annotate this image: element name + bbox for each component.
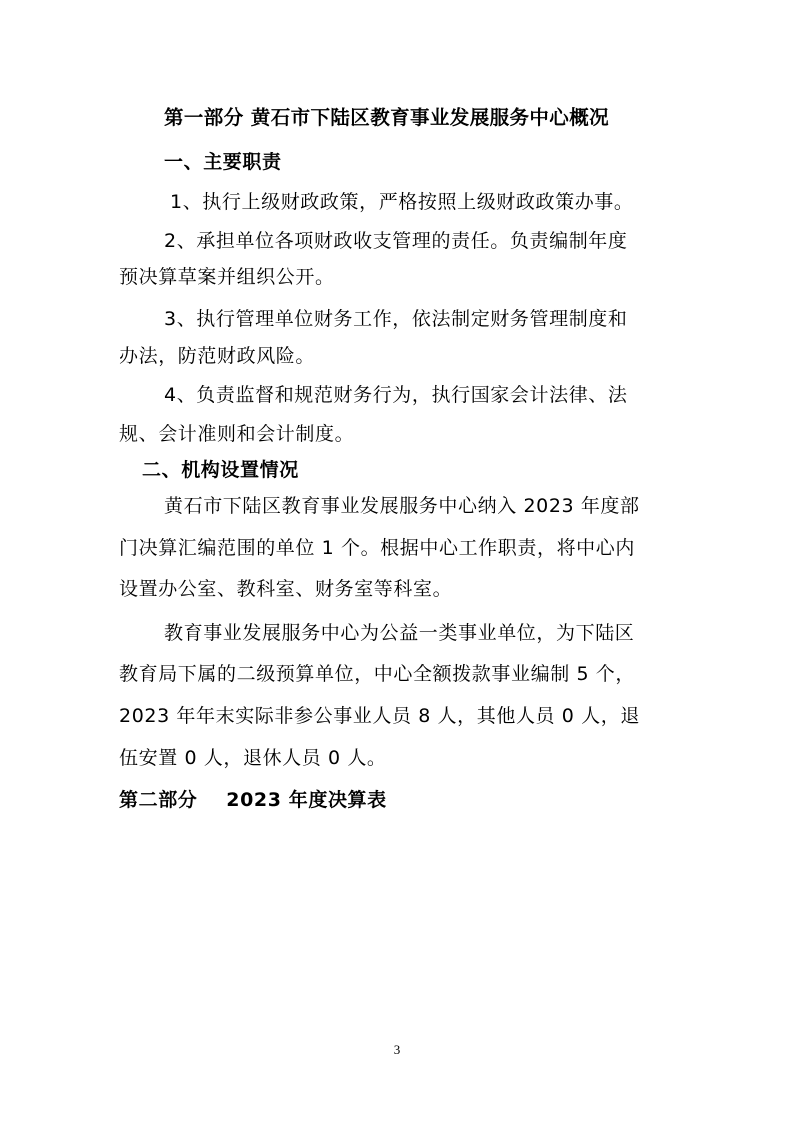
org-paragraph-2-line-1: 教育事业发展服务中心为公益一类事业单位，为下陆区 <box>164 622 635 644</box>
org-paragraph-1-line-2: 门决算汇编范围的单位 1 个。根据中心工作职责，将中心内 <box>119 537 635 559</box>
section-heading-main-duties: 一、主要职责 <box>164 151 282 173</box>
duty-item-1-line-1: 1、执行上级财政政策，严格按照上级财政政策办事。 <box>170 191 634 213</box>
section-heading-organization: 二、机构设置情况 <box>142 459 299 481</box>
org-paragraph-2-line-2: 教育局下属的二级预算单位，中心全额拨款事业编制 5 个， <box>119 663 635 685</box>
org-paragraph-1-line-1: 黄石市下陆区教育事业发展服务中心纳入 2023 年度部 <box>164 495 640 517</box>
duty-item-4-line-1: 4、负责监督和规范财务行为，执行国家会计法律、法 <box>164 384 628 406</box>
duty-item-2-line-1: 2、承担单位各项财政收支管理的责任。负责编制年度 <box>164 230 628 252</box>
duty-item-2-line-2: 预决算草案并组织公开。 <box>119 266 335 288</box>
page-number: 3 <box>393 1042 401 1057</box>
page-title: 第一部分 黄石市下陆区教育事业发展服务中心概况 <box>164 106 609 129</box>
part-two-heading: 第二部分 2023 年度决算表 <box>119 789 387 811</box>
duty-item-4-line-2: 规、会计准则和会计制度。 <box>119 423 355 445</box>
duty-item-3-line-2: 办法，防范财政风险。 <box>119 345 316 367</box>
org-paragraph-2-line-3: 2023 年年末实际非参公事业人员 8 人，其他人员 0 人，退 <box>119 705 640 727</box>
org-paragraph-2-line-4: 伍安置 0 人，退休人员 0 人。 <box>119 747 387 769</box>
org-paragraph-1-line-3: 设置办公室、教科室、财务室等科室。 <box>119 578 453 600</box>
duty-item-3-line-1: 3、执行管理单位财务工作，依法制定财务管理制度和 <box>164 308 628 330</box>
